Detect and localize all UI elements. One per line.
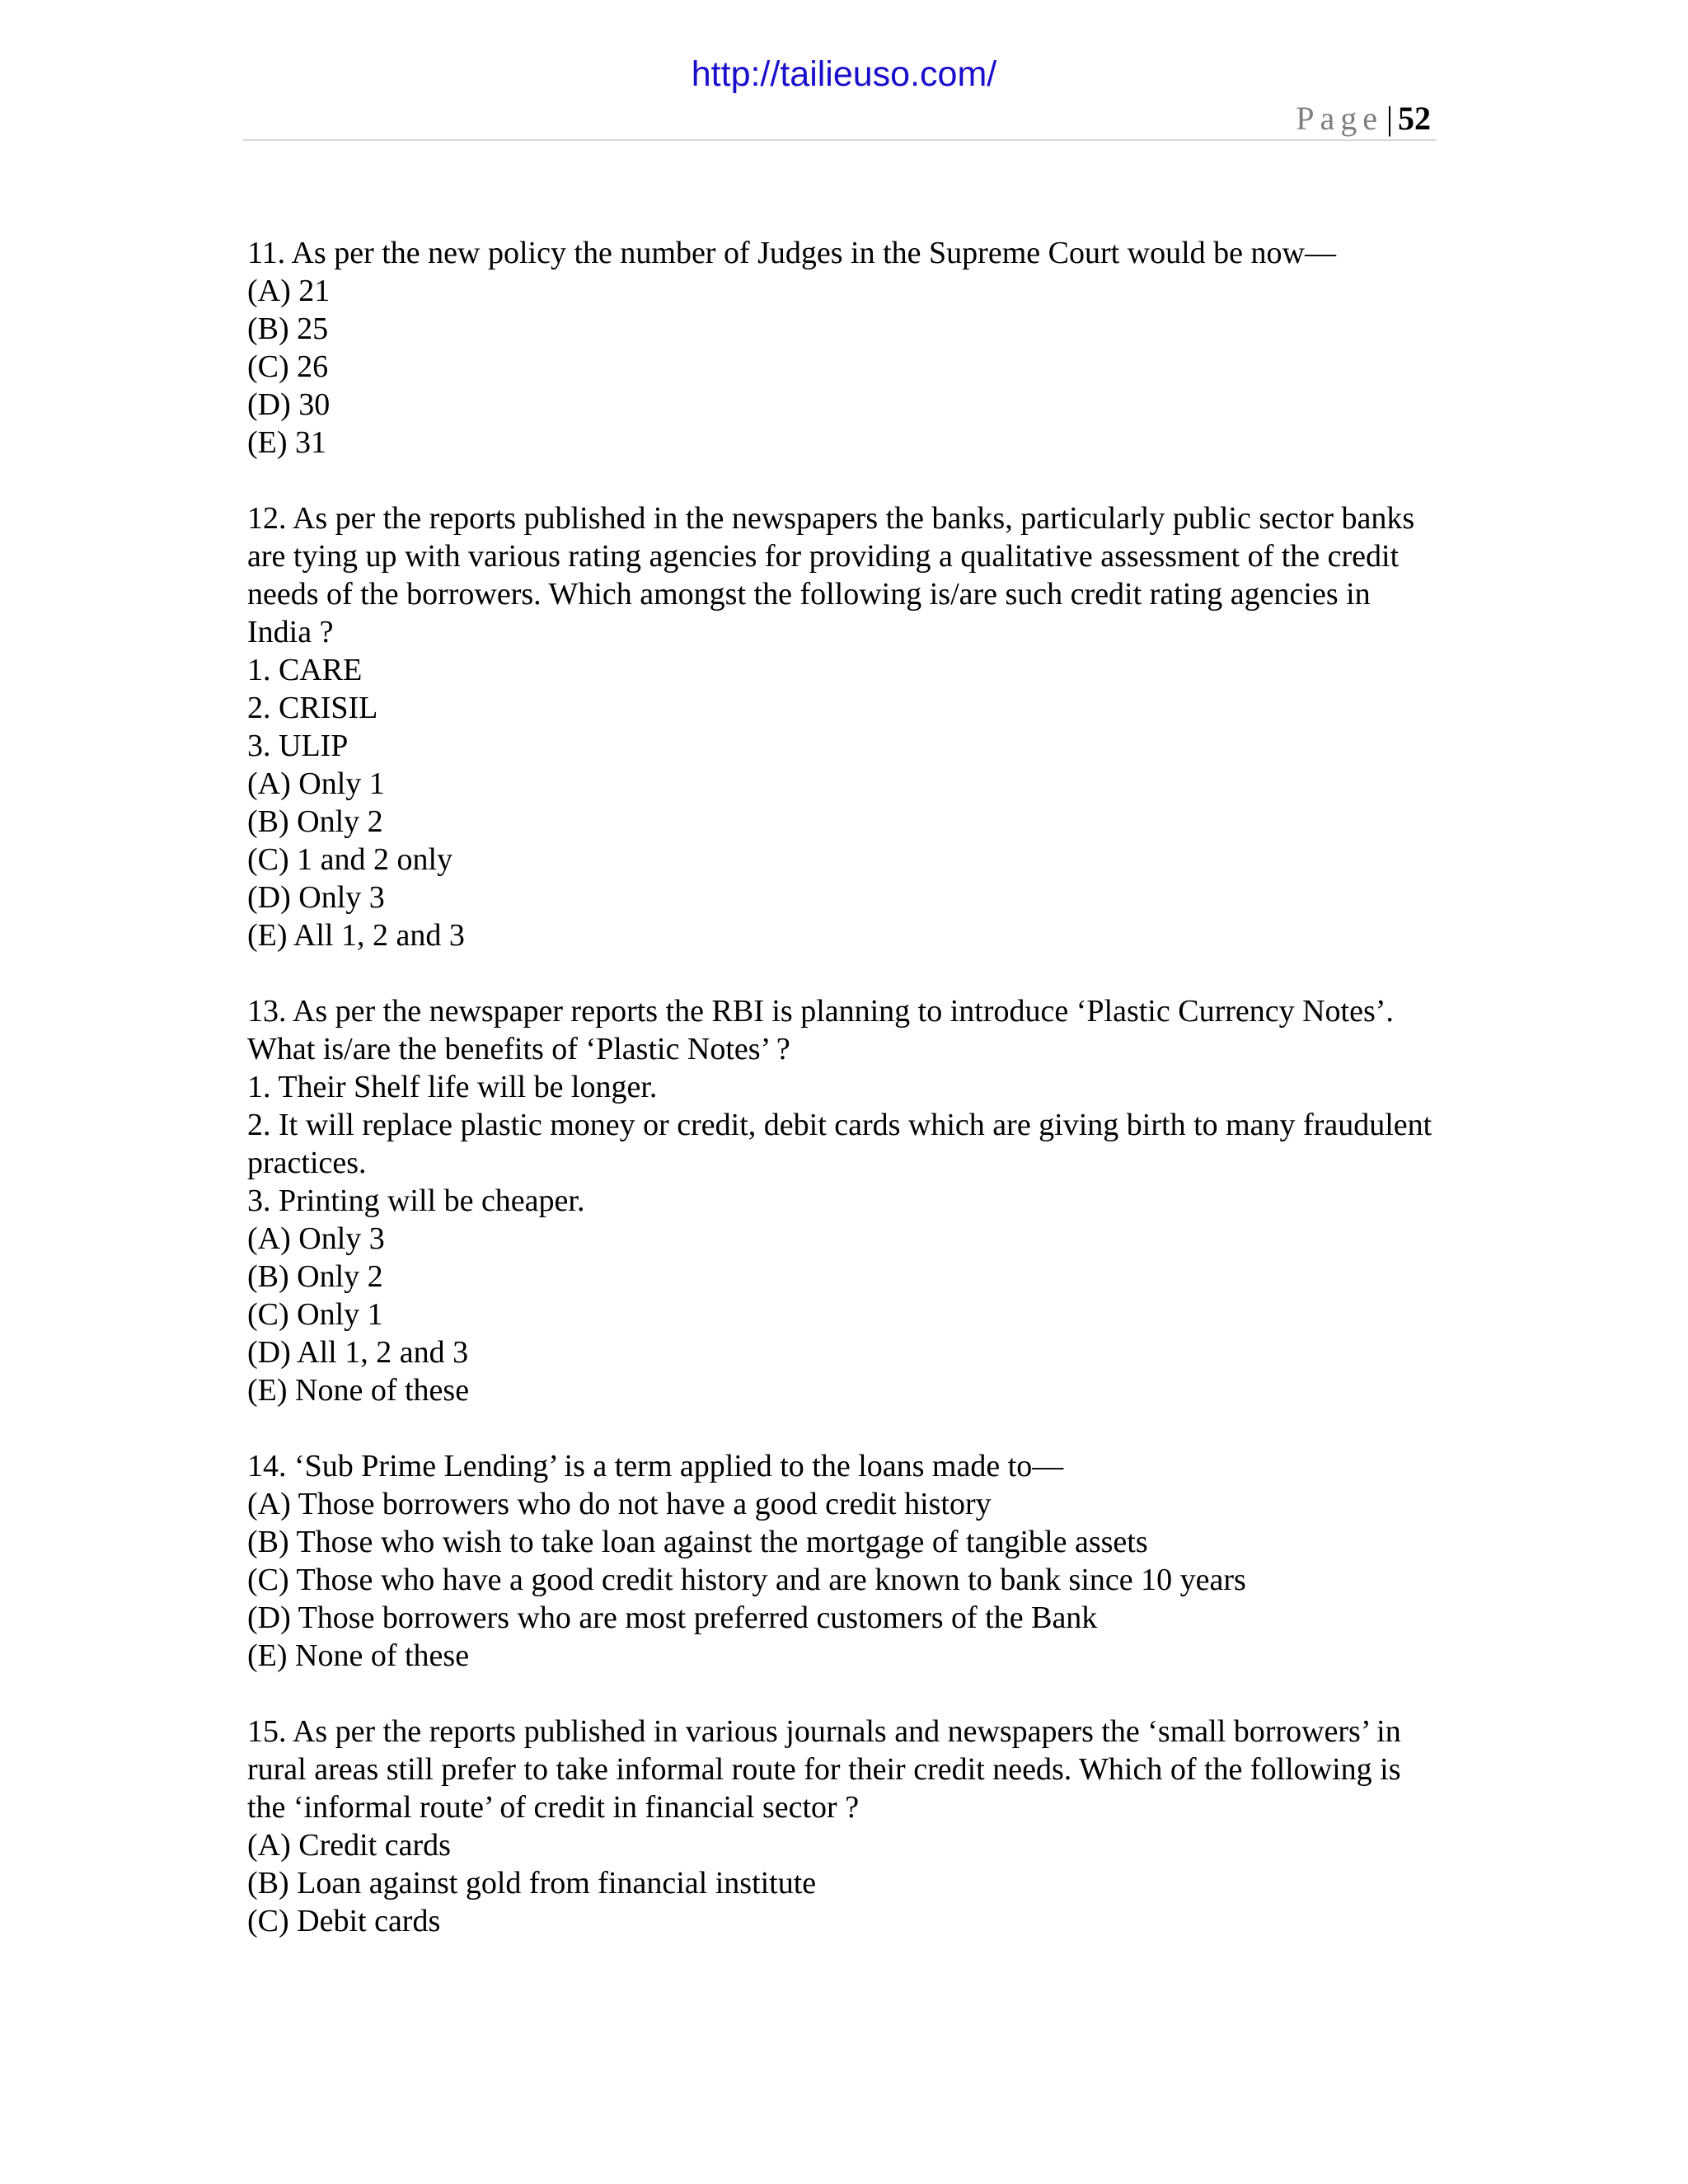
question-text: 15. As per the reports published in various journals and newspapers the ‘small borrowers’ in rural areas still prefer to take informal route for their credit needs. Which of the following is the ‘informal route’ of credit in financial sector ?	[247, 1714, 1401, 1825]
question-14	[247, 1447, 1438, 1675]
option-a: (A) Only 3	[247, 1221, 385, 1256]
statement-item: 3. Printing will be cheaper.	[247, 1183, 585, 1218]
option-c: (C) 1 and 2 only	[247, 842, 453, 877]
option-b: (B) Only 2	[247, 804, 383, 839]
option-e: (E) All 1, 2 and 3	[247, 918, 465, 953]
option-c: (C) Debit cards	[247, 1904, 441, 1938]
option-e: (E) 31	[247, 425, 327, 460]
option-b: (B) Those who wish to take loan against the mortgage of tangible assets	[247, 1525, 1148, 1559]
statement-item: 3. ULIP	[247, 729, 349, 763]
option-c: (C) Only 1	[247, 1297, 383, 1332]
option-a: (A) Only 1	[247, 766, 385, 801]
option-d: (D) 30	[247, 387, 331, 422]
page-label: Page	[1296, 100, 1383, 137]
statement-item: 1. Their Shelf life will be longer.	[247, 1070, 658, 1104]
option-c: (C) 26	[247, 349, 329, 384]
option-d: (D) All 1, 2 and 3	[247, 1335, 469, 1370]
statement-item: 2. CRISIL	[247, 691, 378, 725]
document-body	[247, 234, 1438, 1978]
statement-item: 2. It will replace plastic money or credit, debit cards which are giving birth to many fraudulent practices.	[247, 1108, 1432, 1180]
page-number	[1296, 97, 1431, 140]
page-separator: |	[1386, 100, 1393, 137]
question-text: 13. As per the newspaper reports the RBI is planning to introduce ‘Plastic Currency Notes’. What is/are the benefits of ‘Plastic Notes’ ?	[247, 994, 1394, 1066]
question-15	[247, 1713, 1438, 1940]
header-divider	[243, 139, 1437, 141]
option-a: (A) Credit cards	[247, 1828, 451, 1863]
option-a: (A) Those borrowers who do not have a good credit history	[247, 1487, 992, 1521]
question-11	[247, 234, 1438, 462]
option-d: (D) Only 3	[247, 880, 385, 915]
option-c: (C) Those who have a good credit history and are known to bank since 10 years	[247, 1563, 1246, 1597]
page-number-value: 52	[1398, 100, 1431, 137]
option-a: (A) 21	[247, 274, 331, 308]
option-b: (B) Loan against gold from financial institute	[247, 1866, 817, 1900]
question-text: 14. ‘Sub Prime Lending’ is a term applied to the loans made to—	[247, 1449, 1064, 1483]
statement-item: 1. CARE	[247, 653, 363, 687]
question-13	[247, 992, 1438, 1409]
question-text: 11. As per the new policy the number of Judges in the Supreme Court would be now—	[247, 236, 1336, 270]
option-d: (D) Those borrowers who are most preferred customers of the Bank	[247, 1601, 1098, 1635]
question-text: 12. As per the reports published in the newspapers the banks, particularly public sector banks are tying up with various rating agencies for providing a qualitative assessment of the credit needs of the borrowers. Which amongst the following is/are such credit rating agencies in India ?	[247, 501, 1415, 649]
option-b: (B) 25	[247, 312, 329, 346]
question-12	[247, 499, 1438, 954]
header-url: http://tailieuso.com/	[691, 54, 997, 94]
option-b: (B) Only 2	[247, 1259, 383, 1294]
option-e: (E) None of these	[247, 1373, 470, 1408]
option-e: (E) None of these	[247, 1638, 470, 1673]
